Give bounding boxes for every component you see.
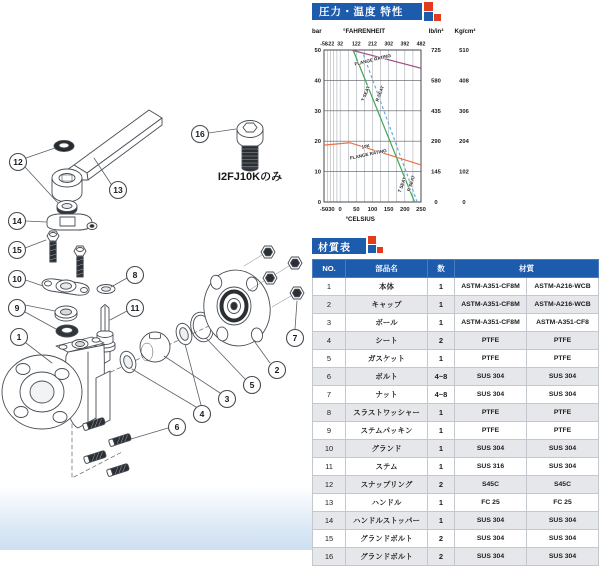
header-qty: 数 <box>428 260 455 278</box>
callout-5 <box>244 377 261 394</box>
model-note: I2FJ10Kのみ <box>217 171 283 183</box>
cell-no: 15 <box>313 530 346 548</box>
cell-m2: S45C <box>527 476 599 494</box>
svg-text:11: 11 <box>130 303 140 313</box>
callout-4 <box>194 406 211 423</box>
table-row <box>313 458 599 476</box>
table-row <box>313 350 599 368</box>
cell-name: スナップリング <box>346 476 428 494</box>
snap-ring-top-drawing <box>54 141 74 152</box>
celsius-tick: 200 <box>399 207 410 213</box>
callout-9 <box>9 300 26 317</box>
stud-bolts-drawing <box>82 417 131 476</box>
stem-packing-drawing <box>55 306 78 337</box>
table-row <box>313 278 599 296</box>
header-material: 材質 <box>455 260 599 278</box>
pressure-temperature-chart <box>310 0 600 232</box>
cell-name: スラストワッシャー <box>346 404 428 422</box>
svg-text:7: 7 <box>292 333 298 343</box>
line-label: 10K <box>361 143 371 150</box>
callout-13 <box>110 182 127 199</box>
table-row <box>313 296 599 314</box>
cell-no: 11 <box>313 458 346 476</box>
svg-text:8: 8 <box>132 270 138 280</box>
cell-m2: SUS 304 <box>527 458 599 476</box>
cell-qty: 2 <box>428 548 455 566</box>
header-part-name: 部品名 <box>346 260 428 278</box>
bar-tick: 40 <box>314 78 321 85</box>
line-label: FLANGE RATING <box>349 147 388 161</box>
svg-text:2: 2 <box>274 365 280 375</box>
cell-m2: ASTM-A216-WCB <box>527 296 599 314</box>
bar-tick: 0 <box>317 200 321 206</box>
table-row <box>313 494 599 512</box>
table-section-title <box>312 238 366 254</box>
cell-name: ガスケット <box>346 350 428 368</box>
celsius-axis-label: °CELSIUS <box>345 216 375 223</box>
line-label: T SEAT <box>360 85 371 102</box>
cell-m1: PTFE <box>455 422 527 440</box>
kgcm2-tick: 204 <box>459 139 469 146</box>
table-header-row <box>313 260 599 278</box>
deco-square-blue-2 <box>368 245 376 253</box>
cell-name: ボルト <box>346 368 428 386</box>
cell-no: 7 <box>313 386 346 404</box>
cell-m2: SUS 304 <box>527 440 599 458</box>
svg-text:3: 3 <box>224 394 230 404</box>
cell-name: キャップ <box>346 296 428 314</box>
cell-name: ボール <box>346 314 428 332</box>
cell-name: ハンドル <box>346 494 428 512</box>
cell-no: 2 <box>313 296 346 314</box>
cell-name: ステム <box>346 458 428 476</box>
svg-text:9: 9 <box>14 303 20 313</box>
deco-square-red-4 <box>377 247 383 253</box>
kgcm2-tick: 0 <box>462 200 466 206</box>
callout-7 <box>287 330 304 347</box>
handle-stopper-drawing <box>47 214 97 230</box>
gland-bolt-1 <box>47 231 59 262</box>
cell-m2: ASTM-A216-WCB <box>527 278 599 296</box>
celsius-tick: -50 <box>319 207 329 213</box>
svg-text:13: 13 <box>113 185 123 195</box>
cell-name: ナット <box>346 386 428 404</box>
cell-qty: 2 <box>428 476 455 494</box>
cell-qty: 1 <box>428 422 455 440</box>
cell-m1: ASTM-A351-CF8M <box>455 314 527 332</box>
table-row <box>313 368 599 386</box>
cell-no: 1 <box>313 278 346 296</box>
cell-m1: ASTM-A351-CF8M <box>455 296 527 314</box>
cell-no: 16 <box>313 548 346 566</box>
fahrenheit-tick: 122 <box>352 41 361 48</box>
celsius-tick: 0 <box>338 207 342 213</box>
callout-15 <box>9 242 26 259</box>
deco-square-red-3 <box>368 236 376 244</box>
cell-name: 本体 <box>346 278 428 296</box>
cell-qty: 1 <box>428 350 455 368</box>
cell-name: グランドボルト <box>346 530 428 548</box>
cell-no: 9 <box>313 422 346 440</box>
callout-10 <box>9 271 26 288</box>
cell-name: ステムパッキン <box>346 422 428 440</box>
cell-m2: SUS 304 <box>527 512 599 530</box>
cell-name: グランドボルト <box>346 548 428 566</box>
gland-bolt-2 <box>74 246 86 277</box>
cell-no: 13 <box>313 494 346 512</box>
ball-drawing <box>140 332 170 362</box>
callout-16 <box>192 126 209 143</box>
cell-m2: SUS 304 <box>527 386 599 404</box>
cell-m1: S45C <box>455 476 527 494</box>
fahrenheit-tick: 392 <box>400 41 410 48</box>
cell-m2: FC 25 <box>527 494 599 512</box>
cell-no: 10 <box>313 440 346 458</box>
cell-m1: SUS 304 <box>455 368 527 386</box>
line-label: R SEAT <box>406 174 417 192</box>
table-row <box>313 404 599 422</box>
svg-text:5: 5 <box>249 380 255 390</box>
svg-text:14: 14 <box>12 216 22 226</box>
cell-m1: SUS 304 <box>455 440 527 458</box>
cell-m1: FC 25 <box>455 494 527 512</box>
cell-m1: SUS 304 <box>455 530 527 548</box>
callout-6 <box>169 419 186 436</box>
cell-m2: SUS 304 <box>527 530 599 548</box>
table-row <box>313 530 599 548</box>
psi-tick: 145 <box>431 169 441 176</box>
cell-qty: 2 <box>428 530 455 548</box>
svg-text:1: 1 <box>16 332 22 342</box>
materials-table-body <box>313 278 599 566</box>
cell-m2: SUS 304 <box>527 368 599 386</box>
cell-m2: PTFE <box>527 332 599 350</box>
fahrenheit-tick: -22 <box>326 41 335 48</box>
table-row <box>313 440 599 458</box>
valve-body-drawing <box>2 337 110 429</box>
bar-tick: 20 <box>314 139 321 146</box>
table-row <box>313 548 599 566</box>
cell-qty: 1 <box>428 296 455 314</box>
cell-no: 3 <box>313 314 346 332</box>
fahrenheit-tick: 32 <box>337 41 344 48</box>
cell-no: 14 <box>313 512 346 530</box>
callout-12 <box>10 154 27 171</box>
cell-qty: 4~8 <box>428 368 455 386</box>
cell-name: グランド <box>346 440 428 458</box>
table-row <box>313 476 599 494</box>
psi-tick: 580 <box>431 78 441 85</box>
cell-m2: SUS 304 <box>527 548 599 566</box>
fahrenheit-tick: 482 <box>416 41 426 48</box>
svg-text:15: 15 <box>12 245 22 255</box>
bar-tick: 50 <box>314 48 321 54</box>
cell-m1: PTFE <box>455 350 527 368</box>
fahrenheit-tick: 212 <box>368 41 377 48</box>
chart-title-text: 圧力・温度 特性 <box>319 6 404 18</box>
fahrenheit-tick: 302 <box>384 41 393 48</box>
celsius-tick: 250 <box>416 207 426 213</box>
bar-tick: 30 <box>314 108 321 115</box>
table-row <box>313 332 599 350</box>
fahrenheit-axis-label: °FAHRENHEIT <box>342 28 386 35</box>
cell-no: 4 <box>313 332 346 350</box>
cell-no: 8 <box>313 404 346 422</box>
cell-qty: 1 <box>428 278 455 296</box>
cell-name: ハンドルストッパー <box>346 512 428 530</box>
cell-qty: 1 <box>428 440 455 458</box>
gland-drawing <box>42 279 89 295</box>
kgcm2-axis-label: Kg/cm² <box>454 28 476 35</box>
callout-3 <box>219 391 236 408</box>
cell-no: 5 <box>313 350 346 368</box>
line-label: T SEAT <box>397 176 408 194</box>
cell-m2: PTFE <box>527 350 599 368</box>
callout-11 <box>127 300 144 317</box>
table-row <box>313 422 599 440</box>
cell-m1: SUS 316 <box>455 458 527 476</box>
svg-text:12: 12 <box>13 157 23 167</box>
cell-m1: ASTM-A351-CF8M <box>455 278 527 296</box>
table-row <box>313 512 599 530</box>
snap-ring-bottom-drawing <box>57 201 77 215</box>
cell-m1: PTFE <box>455 332 527 350</box>
materials-table <box>312 259 599 566</box>
fahrenheit-tick: -58 <box>320 41 328 48</box>
cell-name: シート <box>346 332 428 350</box>
svg-text:16: 16 <box>195 129 205 139</box>
cell-qty: 1 <box>428 314 455 332</box>
kgcm2-tick: 306 <box>459 108 469 115</box>
bar-tick: 10 <box>314 169 321 176</box>
svg-text:10: 10 <box>12 274 22 284</box>
celsius-tick: -30 <box>326 207 335 213</box>
callout-8 <box>127 267 144 284</box>
cap-bolt-drawing <box>237 121 263 172</box>
callout-14 <box>9 213 26 230</box>
cell-m2: PTFE <box>527 404 599 422</box>
cell-m1: SUS 304 <box>455 548 527 566</box>
line-label: R SEAT <box>374 84 385 103</box>
kgcm2-tick: 408 <box>459 78 469 85</box>
cell-qty: 2 <box>428 332 455 350</box>
callout-2 <box>269 362 286 379</box>
cell-qty: 1 <box>428 512 455 530</box>
cell-m2: PTFE <box>527 422 599 440</box>
bar-axis-label: bar <box>312 28 322 35</box>
svg-text:6: 6 <box>174 422 180 432</box>
handle-drawing <box>52 110 162 202</box>
cell-qty: 1 <box>428 458 455 476</box>
celsius-tick: 150 <box>383 207 394 213</box>
cell-no: 6 <box>313 368 346 386</box>
cell-m1: SUS 304 <box>455 512 527 530</box>
cell-no: 12 <box>313 476 346 494</box>
cell-qty: 1 <box>428 404 455 422</box>
kgcm2-tick: 102 <box>459 169 469 176</box>
psi-axis-label: lb/in² <box>428 28 444 35</box>
cell-qty: 1 <box>428 494 455 512</box>
psi-tick: 725 <box>431 48 441 54</box>
psi-tick: 0 <box>434 200 438 206</box>
cell-m2: ASTM-A351-CF8 <box>527 314 599 332</box>
cell-m1: SUS 304 <box>455 386 527 404</box>
line-label: FLANGE RATING <box>354 52 392 67</box>
kgcm2-tick: 510 <box>459 48 469 54</box>
callout-1 <box>11 329 28 346</box>
table-row <box>313 386 599 404</box>
psi-tick: 435 <box>431 108 441 115</box>
table-title-text: 材質表 <box>318 242 351 254</box>
svg-text:4: 4 <box>199 409 205 419</box>
cell-qty: 4~8 <box>428 386 455 404</box>
header-no: NO. <box>313 260 346 278</box>
celsius-tick: 100 <box>367 207 378 213</box>
celsius-tick: 50 <box>353 207 360 213</box>
cell-m1: PTFE <box>455 404 527 422</box>
table-row <box>313 314 599 332</box>
psi-tick: 290 <box>431 139 441 146</box>
